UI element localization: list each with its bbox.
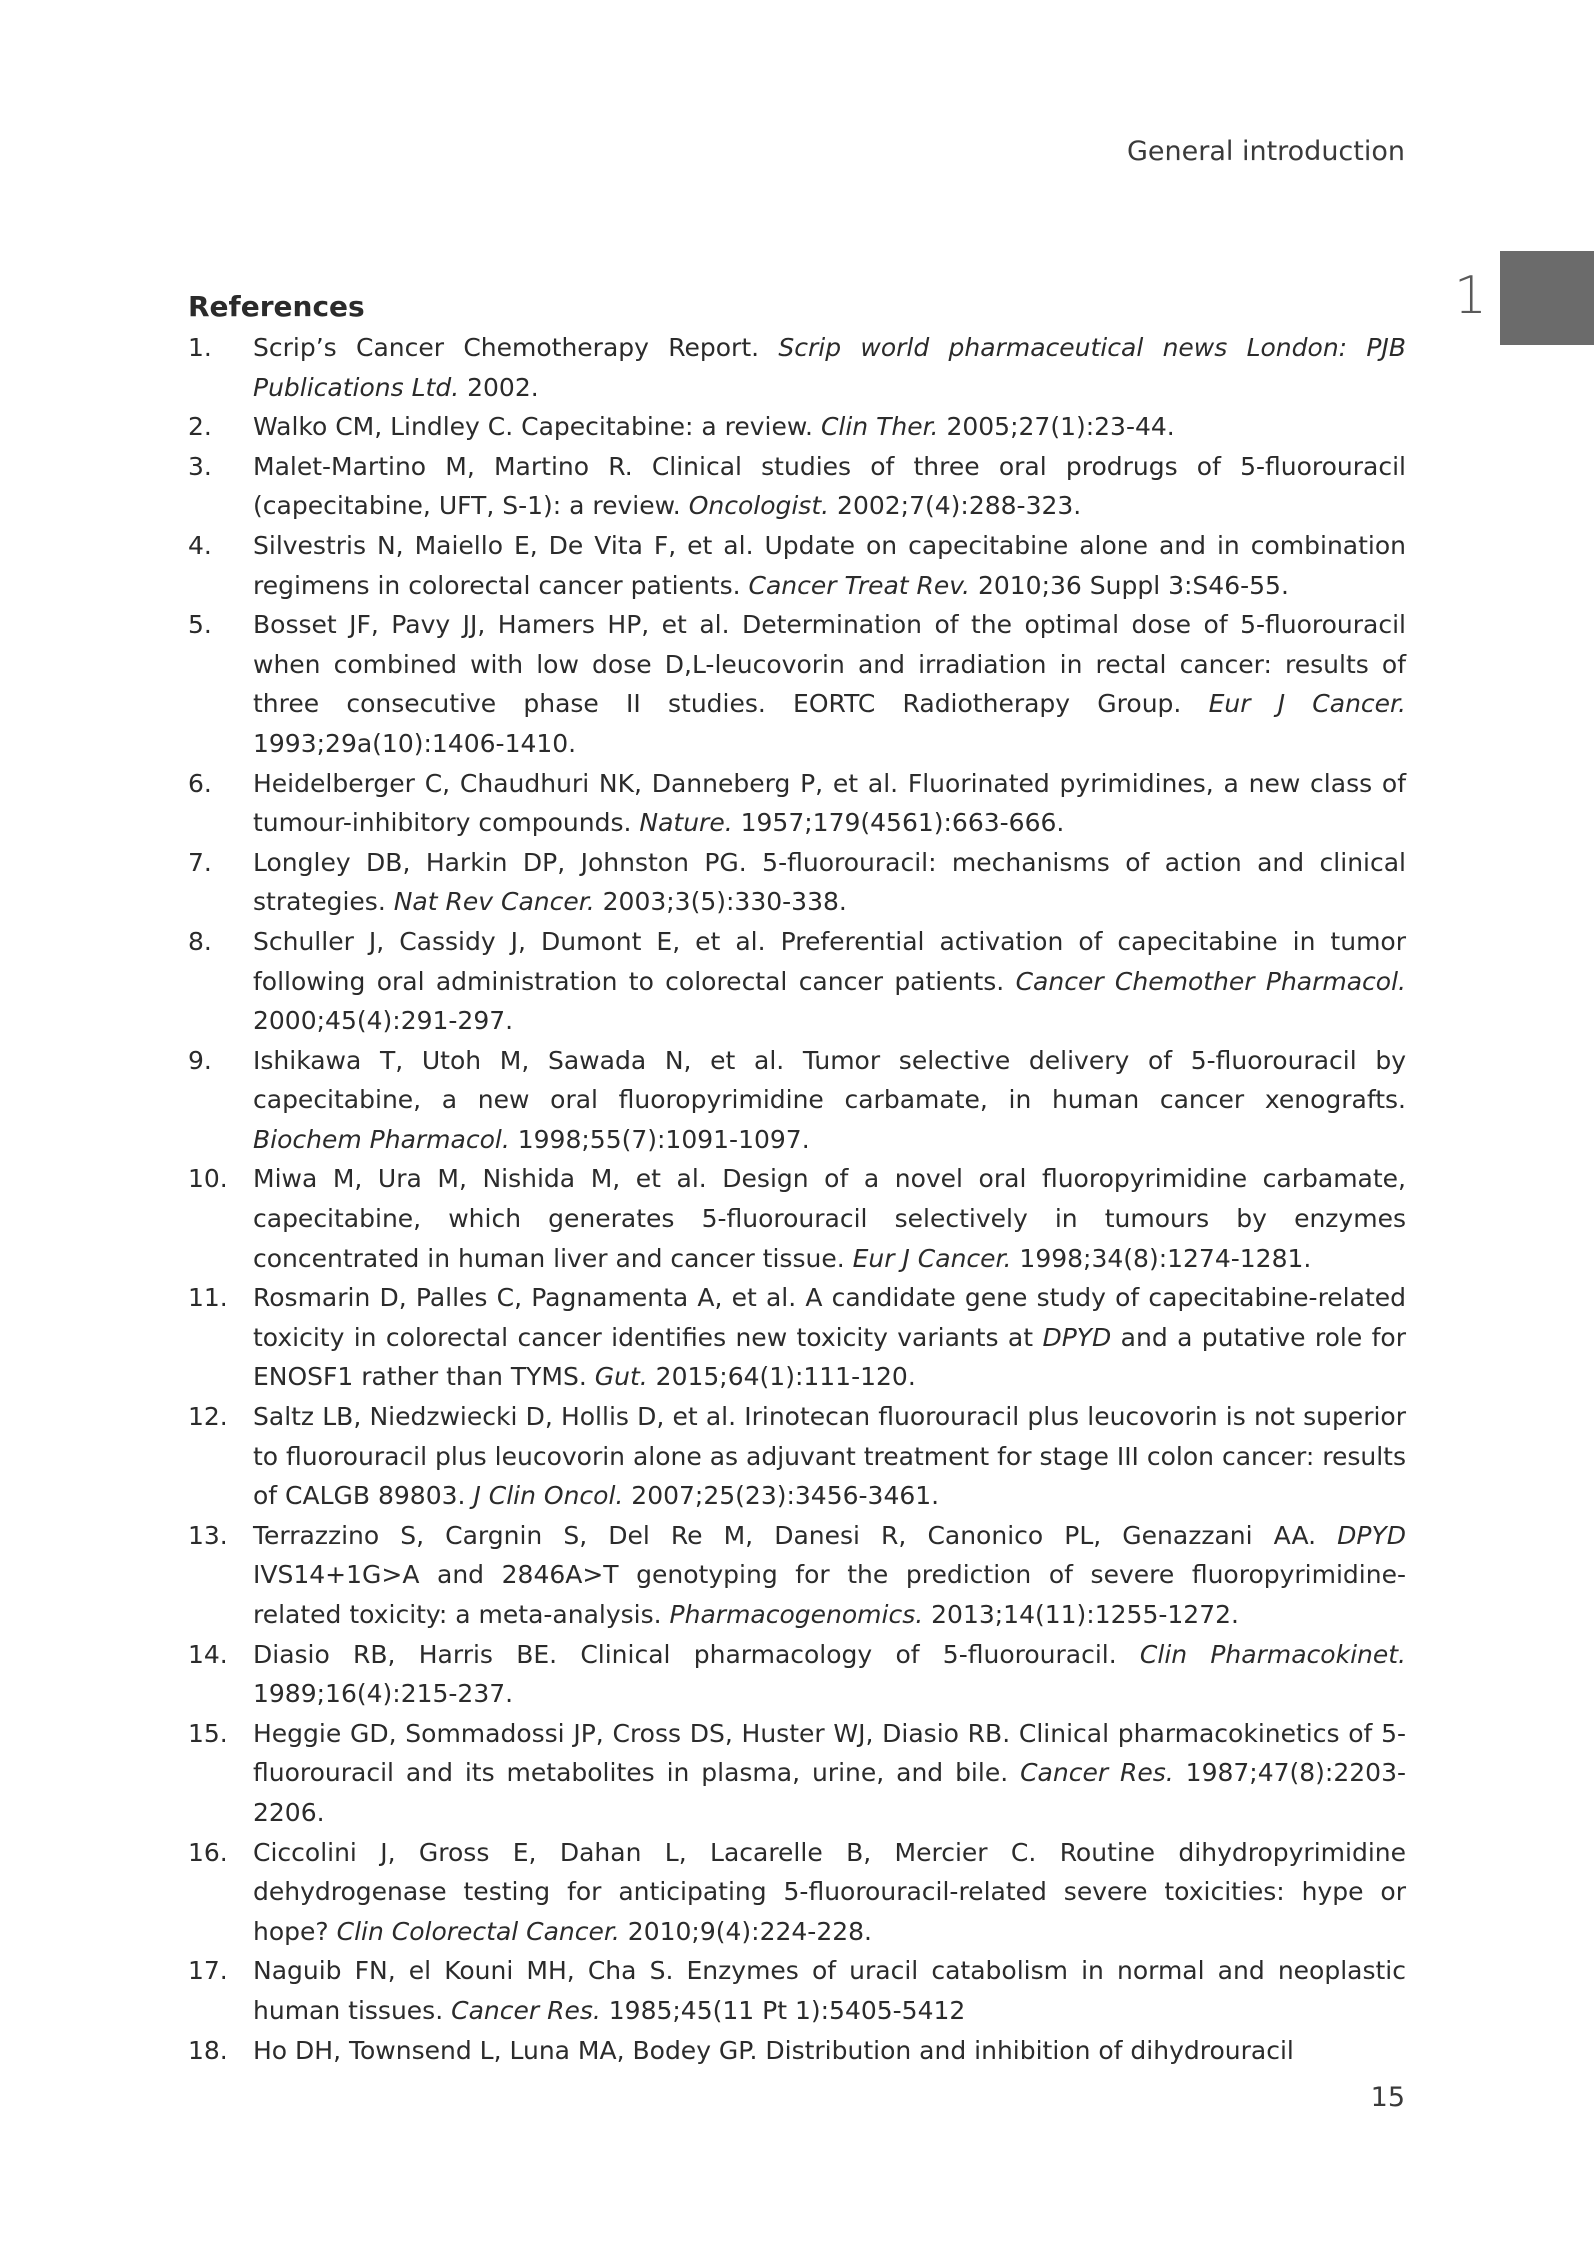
reference-segment: Longley DB, Harkin DP, Johnston PG. 5-fluorouracil: mechanisms of action and clinical strategies. [253,847,1406,917]
reference-item [188,1833,1406,1952]
reference-number: 16. [188,1837,228,1867]
reference-italic-segment: Pharmacogenomics. [669,1600,924,1629]
reference-item [188,1714,1406,1833]
reference-item [188,1159,1406,1278]
reference-segment: 2003;3(5):330-338. [594,887,847,917]
reference-segment: 2005;27(1):23-44. [938,412,1175,442]
reference-number: 4. [188,530,212,560]
reference-segment: 1989;16(4):215-237. [253,1679,514,1709]
reference-text [253,407,1406,447]
reference-italic-segment: Cancer Res. [1020,1758,1174,1788]
reference-segment: Silvestris N, Maiello E, De Vita F, et al. Update on capecitabine alone and in combination regimens in colorectal cancer patients. [253,530,1406,600]
reference-segment: Ciccolini J, Gross E, Dahan L, Lacarelle B, Mercier C. Routine dihydropyrimidine dehydrogenase testing for anticipating 5-fluorouracil-related severe toxicities: hype or hope? [253,1837,1406,1946]
reference-number: 13. [188,1520,228,1550]
reference-item [188,328,1406,407]
reference-segment: Walko CM, Lindley C. Capecitabine: a review. [253,412,821,442]
reference-text [253,1714,1406,1833]
reference-segment: IVS14+1G>A and 2846A>T genotyping for the prediction of severe fluoropyrimidine-related toxicity: a meta-analysis. [253,1560,1406,1629]
reference-item [188,1516,1406,1635]
reference-number: 9. [188,1045,212,1075]
reference-segment: 2002. [459,372,539,402]
reference-segment: Miwa M, Ura M, Nishida M, et al. Design of a novel oral fluoropyrimidine carbamate, capecitabine, which generates 5-fluorouracil selectively in tumours by enzymes concentrated in human liver and cancer tissue. [253,1164,1406,1273]
reference-number: 10. [188,1164,228,1194]
reference-italic-segment: Cancer Treat Rev. [748,570,970,600]
reference-text [253,526,1406,605]
reference-item [188,526,1406,605]
reference-text [253,1278,1406,1397]
running-header: General introduction [1126,136,1405,167]
reference-segment: 1957;179(4561):663-666. [732,808,1065,838]
reference-segment: 2010;36 Suppl 3:S46-55. [970,570,1289,600]
reference-text [253,328,1406,407]
reference-italic-segment: Nat Rev Cancer. [393,887,595,917]
reference-number: 11. [188,1283,228,1313]
reference-text [253,1951,1406,2030]
reference-italic-segment: Gut. [594,1362,648,1392]
reference-text [253,447,1406,526]
reference-italic-segment: Nature. [639,808,733,838]
reference-italic-segment: J Clin Oncol. [473,1481,624,1511]
reference-number: 3. [188,451,212,481]
reference-italic-segment: Clin Pharmacokinet. [1139,1639,1406,1669]
reference-italic-segment: Oncologist. [688,491,830,521]
reference-segment: Ho DH, Townsend L, Luna MA, Bodey GP. Distribution and inhibition of dihydrouracil [253,2035,1294,2065]
reference-item [188,1635,1406,1714]
chapter-number: 1 [1453,266,1487,326]
reference-italic-segment: Eur J Cancer. [852,1243,1012,1273]
reference-list [188,328,1406,2070]
reference-segment: Saltz LB, Niedzwiecki D, Hollis D, et al. Irinotecan fluorouracil plus leucovorin is not superior to fluorouracil plus leucovorin alone as adjuvant treatment for stage III colon cancer: results of CALGB 89803. [253,1402,1406,1511]
reference-item [188,922,1406,1041]
reference-number: 12. [188,1402,228,1432]
reference-item [188,407,1406,447]
reference-segment: 1985;45(11 Pt 1):5405-5412 [600,1995,966,2025]
reference-text [253,1833,1406,1952]
reference-number: 1. [188,333,212,362]
reference-segment: Scrip’s Cancer Chemotherapy Report. [253,333,779,362]
reference-segment: Diasio RB, Harris BE. Clinical pharmacology of 5-fluorouracil. [253,1639,1140,1669]
reference-item [188,2031,1406,2071]
reference-segment: Heggie GD, Sommadossi JP, Cross DS, Huster WJ, Diasio RB. Clinical pharmacokinetics of 5-fluorouracil and its metabolites in plasma, urine, and bile. [253,1718,1406,1788]
reference-number: 2. [188,412,212,442]
reference-number: 14. [188,1639,228,1669]
reference-segment: and a putative role for ENOSF1 rather than TYMS. [253,1322,1406,1392]
reference-segment: 2013;14(11):1255-1272. [923,1600,1239,1629]
reference-segment: Bosset JF, Pavy JJ, Hamers HP, et al. Determination of the optimal dose of 5-fluorouracil when combined with low dose D,L-leucovorin and irradiation in rectal cancer: results of three consecutive phase II studies. EORTC Radiotherapy Group. [253,610,1406,719]
reference-number: 15. [188,1718,228,1748]
reference-text [253,843,1406,922]
chapter-tab [1500,251,1594,345]
reference-italic-segment: DPYD [1042,1322,1112,1352]
reference-text [253,1159,1406,1278]
reference-segment: 1993;29a(10):1406-1410. [253,728,577,758]
reference-item [188,605,1406,763]
reference-text [253,605,1406,763]
reference-item [188,1397,1406,1516]
reference-item [188,843,1406,922]
reference-number: 18. [188,2035,228,2065]
reference-segment: Terrazzino S, Cargnin S, Del Re M, Danesi R, Canonico PL, Genazzani AA. [253,1520,1338,1550]
reference-number: 7. [188,847,212,877]
reference-text [253,2031,1406,2071]
reference-text [253,764,1406,843]
reference-item [188,1951,1406,2030]
reference-italic-segment: Clin Colorectal Cancer. [336,1916,620,1946]
reference-number: 17. [188,1956,228,1986]
reference-italic-segment: DPYD [1337,1520,1406,1550]
reference-segment: Rosmarin D, Palles C, Pagnamenta A, et al. A candidate gene study of capecitabine-related toxicity in colorectal cancer identifies new toxicity variants at [253,1283,1406,1352]
reference-item [188,1278,1406,1397]
reference-italic-segment: Cancer Res. [451,1995,601,2025]
reference-segment: 2010;9(4):224-228. [619,1916,872,1946]
reference-segment: 2007;25(23):3456-3461. [623,1481,940,1511]
reference-segment: Schuller J, Cassidy J, Dumont E, et al. Preferential activation of capecitabine in tumor following oral administration to colorectal cancer patients. [253,926,1406,996]
reference-segment: 2015;64(1):111-120. [647,1362,916,1392]
reference-italic-segment: Clin Ther. [820,412,939,442]
reference-text [253,1041,1406,1160]
reference-text [253,922,1406,1041]
reference-segment: Heidelberger C, Chaudhuri NK, Danneberg P, et al. Fluorinated pyrimidines, a new class of tumour-inhibitory compounds. [253,768,1406,838]
page-number: 15 [1370,2082,1405,2113]
reference-italic-segment: Cancer Chemother Pharmacol. [1015,966,1406,996]
reference-segment: 1998;34(8):1274-1281. [1011,1243,1312,1273]
reference-segment: 2002;7(4):288-323. [829,491,1082,521]
reference-italic-segment: Biochem Pharmacol. [253,1124,510,1154]
reference-text [253,1516,1406,1635]
reference-item [188,447,1406,526]
reference-italic-segment: Eur J Cancer. [1208,689,1406,719]
reference-item [188,764,1406,843]
reference-number: 6. [188,768,212,798]
reference-segment: 1998;55(7):1091-1097. [509,1124,810,1154]
reference-text [253,1397,1406,1516]
reference-number: 8. [188,926,212,956]
reference-text [253,1635,1406,1714]
reference-italic-segment: Scrip world pharmaceutical news London: PJB Publications Ltd. [253,333,1406,402]
reference-item [188,1041,1406,1160]
reference-segment: Naguib FN, el Kouni MH, Cha S. Enzymes of uracil catabolism in normal and neoplastic human tissues. [253,1956,1406,2025]
reference-segment: Ishikawa T, Utoh M, Sawada N, et al. Tumor selective delivery of 5-fluorouracil by capecitabine, a new oral fluoropyrimidine carbamate, in human cancer xenografts. [253,1045,1406,1115]
reference-segment: Malet-Martino M, Martino R. Clinical studies of three oral prodrugs of 5-fluorouracil (capecitabine, UFT, S-1): a review. [253,451,1406,521]
section-heading: References [188,290,365,323]
reference-number: 5. [188,610,212,640]
reference-segment: 1987;47(8):2203-2206. [253,1758,1406,1827]
reference-segment: 2000;45(4):291-297. [253,1006,514,1036]
